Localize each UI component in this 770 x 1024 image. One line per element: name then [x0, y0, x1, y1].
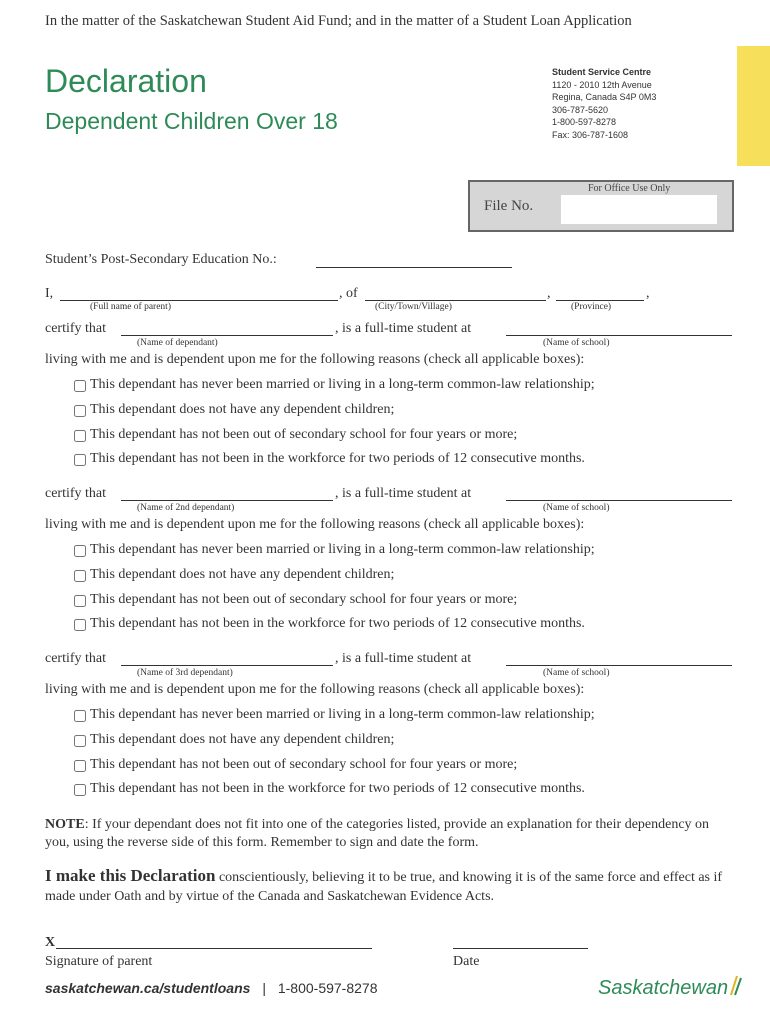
file-number-input[interactable] [561, 195, 717, 224]
certify-text: certify that [45, 651, 107, 666]
living-with-me-text: living with me and is dependent upon me for the following reasons (check all applicable boxes): [45, 352, 585, 367]
reason-label: This dependant does not have any dependent children; [90, 402, 395, 417]
date-line[interactable] [453, 948, 588, 949]
contact-tollfree: 1-800-597-8278 [552, 117, 617, 127]
page-title: Declaration [45, 63, 207, 99]
school-name-input[interactable] [506, 486, 732, 501]
parent-of-text: , of [339, 286, 358, 301]
reason-label: This dependant has never been married or living in a long-term common-law relationship; [90, 542, 595, 557]
dependant-name-input[interactable] [121, 651, 333, 666]
footer-url[interactable]: saskatchewan.ca/studentloans [45, 980, 251, 996]
parent-name-caption: (Full name of parent) [90, 302, 171, 312]
reason-checkbox[interactable] [74, 545, 86, 557]
contact-name: Student Service Centre [552, 67, 652, 77]
reason-label: This dependant has not been in the workforce for two periods of 12 consecutive months. [90, 781, 585, 796]
contact-fax: Fax: 306-787-1608 [552, 129, 629, 140]
logo-text: Saskatchewan [598, 977, 729, 999]
note-paragraph [45, 816, 735, 852]
declaration-paragraph [45, 866, 745, 906]
dependant-name-caption: (Name of 3rd dependant) [137, 668, 233, 678]
reason-checkbox[interactable] [74, 570, 86, 582]
reason-checkbox[interactable] [74, 380, 86, 392]
reason-checkbox[interactable] [74, 710, 86, 722]
contact-address-line-1: 1120 - 2010 12th Avenue [552, 79, 652, 90]
reason-label: This dependant has never been married or living in a long-term common-law relationship; [90, 707, 595, 722]
reason-label: This dependant has never been married or living in a long-term common-law relationship; [90, 377, 595, 392]
province-input[interactable] [556, 286, 644, 301]
reason-label: This dependant has not been out of secondary school for four years or more; [90, 427, 518, 442]
reason-label: This dependant does not have any dependent children; [90, 732, 395, 747]
reason-checkbox[interactable] [74, 595, 86, 607]
school-name-input[interactable] [506, 321, 732, 336]
contact-block [552, 66, 656, 141]
footer [45, 980, 377, 996]
fulltime-student-text: , is a full-time student at [335, 321, 472, 336]
dependant-name-caption: (Name of dependant) [137, 338, 218, 348]
page-subtitle: Dependent Children Over 18 [45, 108, 338, 134]
certify-text: certify that [45, 486, 107, 501]
note-bold: NOTE [45, 817, 85, 832]
reason-label: This dependant does not have any dependent children; [90, 567, 395, 582]
signature-x-mark: X [45, 935, 56, 950]
contact-phone: 306-787-5620 [552, 104, 609, 115]
dependant-name-input[interactable] [121, 321, 333, 336]
declaration-text: conscientiously, believing it to be true, and knowing it is of the same force and effect as if made under Oath and by virtue of the Canada and Saskatchewan Evidence Acts. [45, 870, 723, 904]
reason-checkbox[interactable] [74, 619, 86, 631]
footer-phone: 1-800-597-8278 [277, 980, 378, 996]
city-input[interactable] [365, 286, 546, 301]
reason-label: This dependant has not been out of secondary school for four years or more; [90, 757, 518, 772]
reason-label: This dependant has not been in the workforce for two periods of 12 consecutive months. [90, 451, 585, 466]
living-with-me-text: living with me and is dependent upon me for the following reasons (check all applicable boxes): [45, 682, 585, 697]
province-comma: , [646, 286, 650, 301]
school-name-caption: (Name of school) [543, 668, 610, 678]
contact-address-line-2: Regina, Canada S4P 0M3 [552, 92, 657, 102]
date-label: Date [453, 954, 480, 969]
school-name-input[interactable] [506, 651, 732, 666]
living-with-me-text: living with me and is dependent upon me for the following reasons (check all applicable boxes): [45, 517, 585, 532]
certify-text: certify that [45, 321, 107, 336]
fulltime-student-text: , is a full-time student at [335, 486, 472, 501]
note-text: : If your dependant does not fit into one of the categories listed, provide an explanation for their dependency on you, using the reverse side of this form. Remember to sign and date the form. [45, 817, 710, 850]
student-number-label: Student’s Post-Secondary Education No.: [45, 252, 277, 267]
dependant-name-caption: (Name of 2nd dependant) [137, 503, 235, 513]
school-name-caption: (Name of school) [543, 503, 610, 513]
signature-line[interactable] [56, 948, 372, 949]
fulltime-student-text: , is a full-time student at [335, 651, 472, 666]
school-name-caption: (Name of school) [543, 338, 610, 348]
parent-prefix: I, [45, 286, 54, 301]
city-comma: , [547, 286, 551, 301]
office-use-label: For Office Use Only [588, 183, 671, 194]
yellow-side-tab [737, 46, 770, 166]
reason-checkbox[interactable] [74, 430, 86, 442]
dependant-name-input[interactable] [121, 486, 333, 501]
wheat-icon [728, 974, 744, 996]
reason-checkbox[interactable] [74, 735, 86, 747]
reason-label: This dependant has not been out of secondary school for four years or more; [90, 592, 518, 607]
declaration-bold: I make this Declaration [45, 866, 216, 885]
city-caption: (City/Town/Village) [375, 302, 452, 312]
province-caption: (Province) [571, 302, 612, 312]
parent-name-input[interactable] [60, 286, 338, 301]
reason-label: This dependant has not been in the workforce for two periods of 12 consecutive months. [90, 616, 585, 631]
matter-line: In the matter of the Saskatchewan Student Aid Fund; and in the matter of a Student Loan Application [45, 13, 632, 29]
reason-checkbox[interactable] [74, 454, 86, 466]
student-number-input[interactable] [316, 253, 512, 268]
reason-checkbox[interactable] [74, 784, 86, 796]
file-number-label: File No. [484, 198, 534, 214]
reason-checkbox[interactable] [74, 760, 86, 772]
footer-separator: | [262, 980, 266, 996]
saskatchewan-logo [598, 974, 744, 1000]
reason-checkbox[interactable] [74, 405, 86, 417]
signature-label: Signature of parent [45, 954, 153, 969]
